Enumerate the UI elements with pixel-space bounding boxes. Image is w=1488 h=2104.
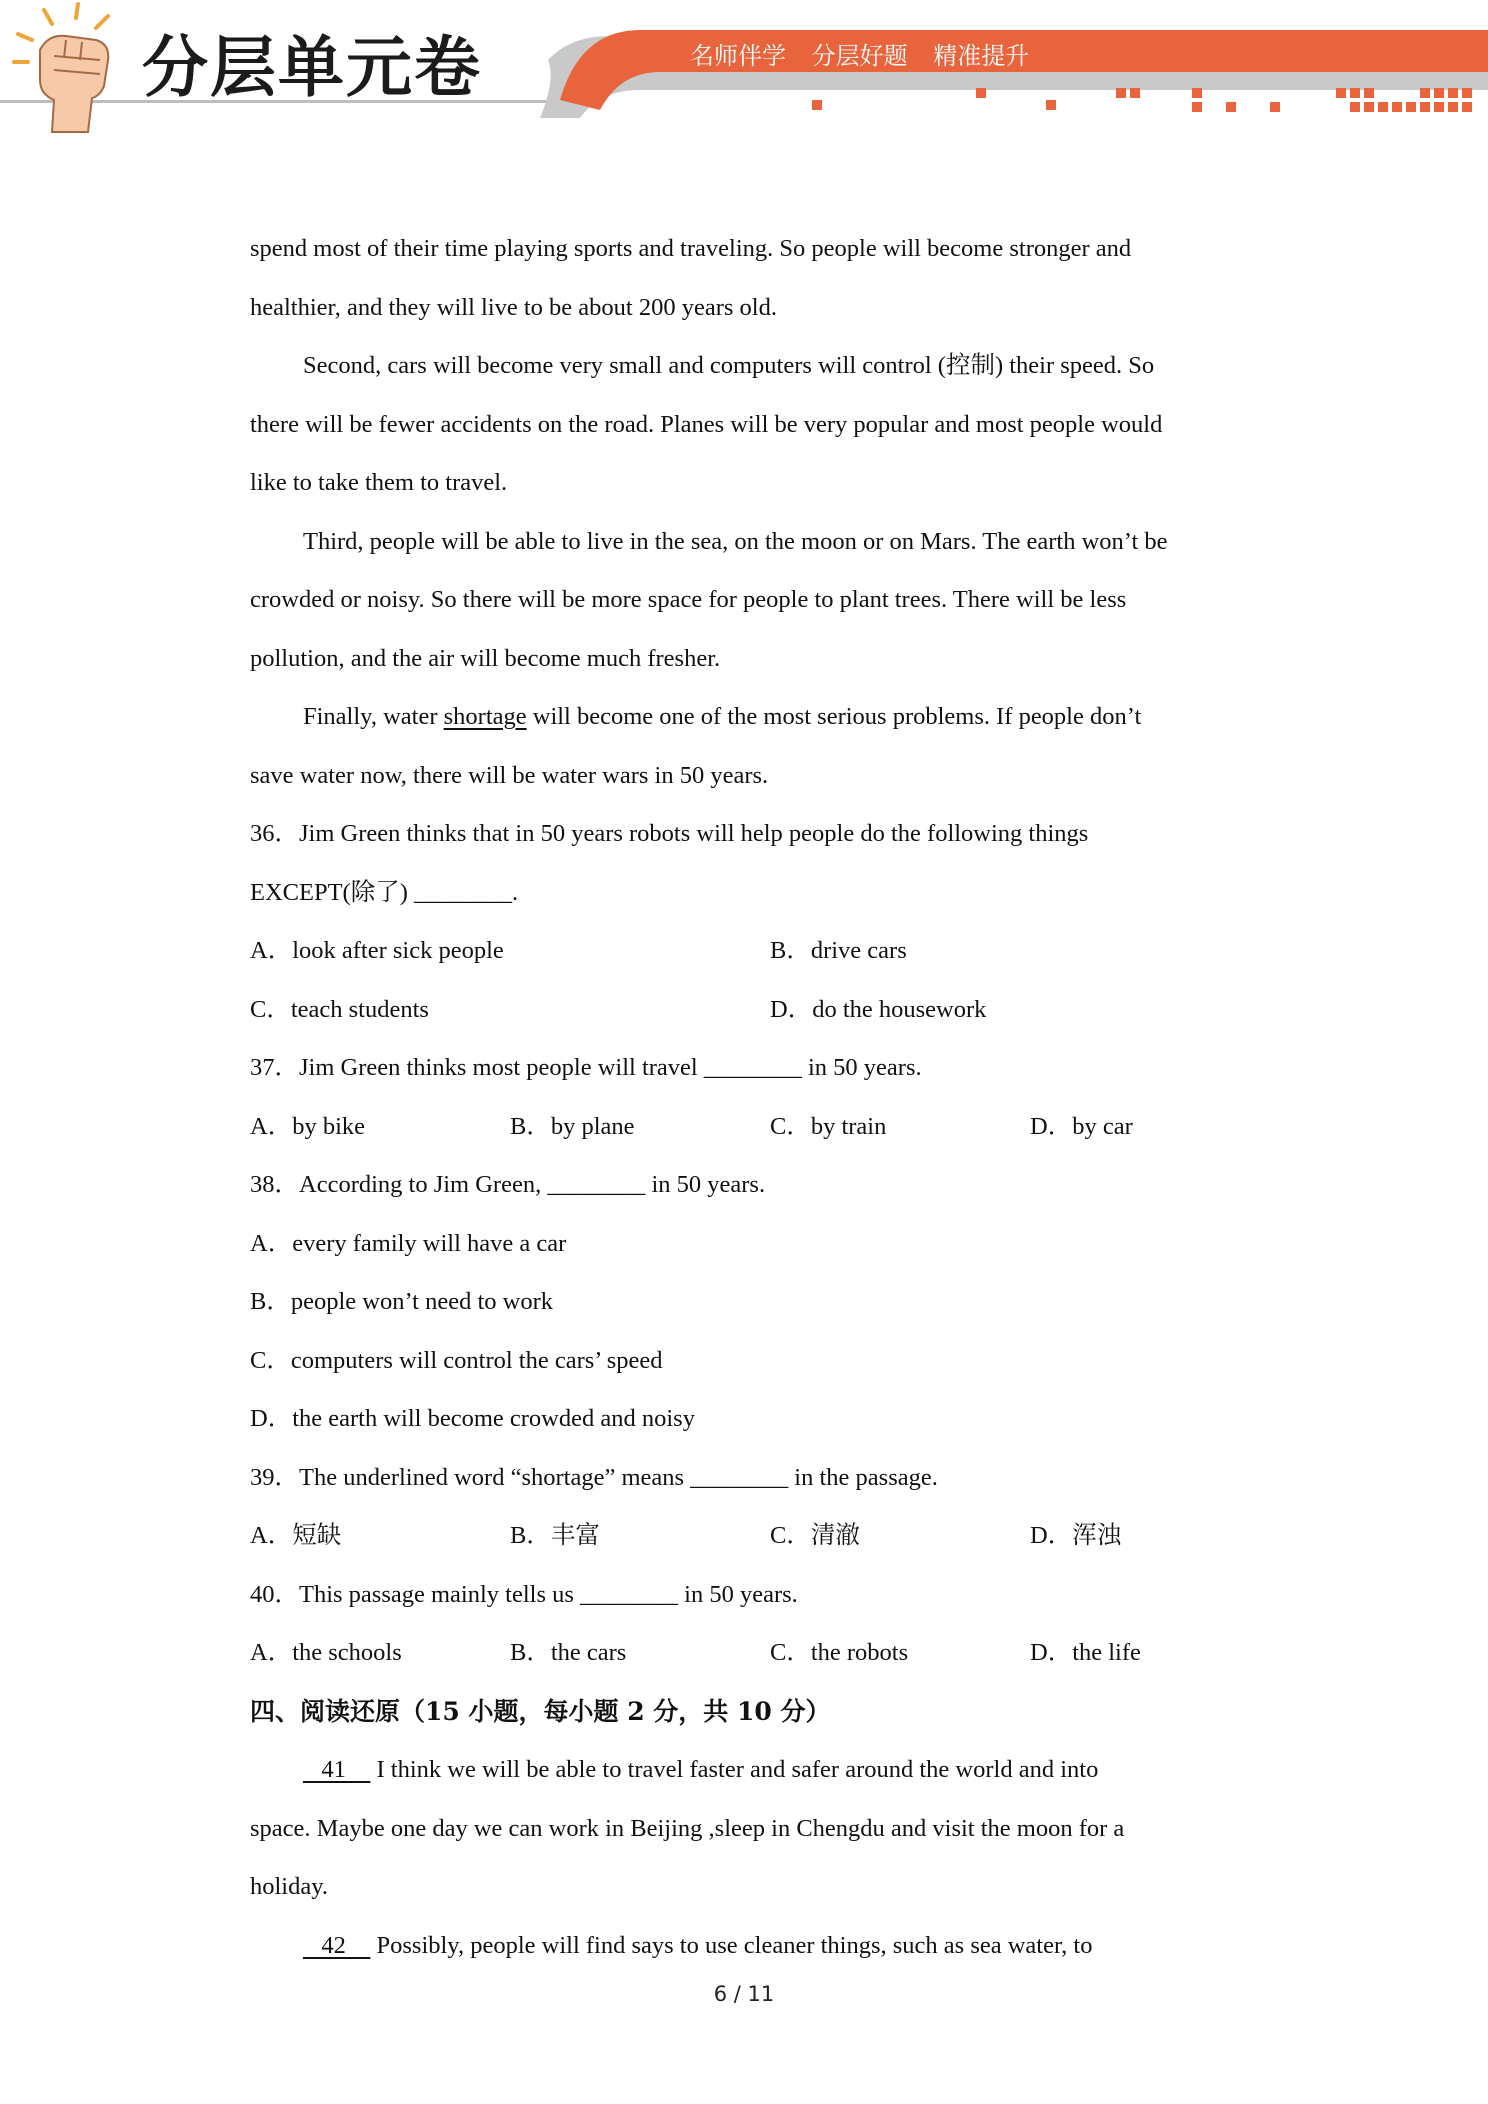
option-b: B．by plane bbox=[510, 1112, 635, 1140]
option-a: A．look after sick people bbox=[250, 937, 504, 964]
option-b: B．the cars bbox=[510, 1639, 627, 1666]
option-d: D．by car bbox=[1030, 1112, 1133, 1140]
question-36-stem: EXCEPT(除了) ________. bbox=[250, 878, 519, 906]
question-38-stem: 38．According to Jim Green, ________ in 50 years. bbox=[250, 1171, 766, 1198]
question-36-options bbox=[250, 922, 1250, 981]
option-a: A．短缺 bbox=[250, 1522, 342, 1549]
passage-line: crowded or noisy. So there will be more space for people to plant trees. There will be less bbox=[250, 586, 1127, 613]
question-40-options bbox=[250, 1624, 1250, 1683]
option-b: B．people won’t need to work bbox=[250, 1288, 554, 1315]
brand-slogan: 名师伴学 分层好题 精准提升 bbox=[690, 42, 1030, 70]
page-content bbox=[250, 220, 1250, 1975]
fist-icon bbox=[14, 4, 108, 132]
option-b: B．drive cars bbox=[770, 937, 907, 964]
blank-42: 42 bbox=[303, 1931, 371, 1959]
passage-line: healthier, and they will live to be about 200 years old. bbox=[250, 293, 777, 321]
option-c: C．teach students bbox=[250, 995, 429, 1023]
paragraph-42-line bbox=[250, 1917, 1250, 1976]
option-c: C．the robots bbox=[770, 1639, 909, 1666]
option-c: C．by train bbox=[770, 1112, 887, 1140]
page-number: 6 / 11 bbox=[713, 1982, 775, 2006]
option-d: D．浑浊 bbox=[1030, 1522, 1122, 1549]
text-segment: I think we will be able to travel faster and safer around the world and into bbox=[370, 1756, 1099, 1783]
question-40-stem: 40．This passage mainly tells us ________ in 50 years. bbox=[250, 1580, 798, 1608]
passage-line: Second, cars will become very small and computers will control (控制) their speed. So bbox=[303, 352, 1155, 379]
question-37-options bbox=[250, 1098, 1250, 1157]
option-a: A．every family will have a car bbox=[250, 1229, 567, 1257]
passage-line: Third, people will be able to live in the sea, on the moon or on Mars. The earth won’t be bbox=[303, 527, 1168, 555]
passage-line: like to take them to travel. bbox=[250, 469, 508, 496]
passage-line: pollution, and the air will become much fresher. bbox=[250, 644, 721, 672]
question-36-stem: 36．Jim Green thinks that in 50 years robots will help people do the following things bbox=[250, 820, 1089, 847]
paragraph-41-line: holiday. bbox=[250, 1873, 329, 1900]
decorative-squares bbox=[812, 88, 1472, 112]
page-header bbox=[0, 0, 1488, 140]
question-36-options bbox=[250, 981, 1250, 1040]
final-paragraph-line: save water now, there will be water wars in 50 years. bbox=[250, 761, 769, 789]
option-a: A．the schools bbox=[250, 1639, 402, 1666]
passage-line: there will be fewer accidents on the road. Planes will be very popular and most people would bbox=[250, 410, 1163, 438]
paragraph-41-line: space. Maybe one day we can work in Beijing ,sleep in Chengdu and visit the moon for a bbox=[250, 1814, 1125, 1842]
question-37-stem: 37．Jim Green thinks most people will travel ________ in 50 years. bbox=[250, 1054, 922, 1081]
option-c: C．computers will control the cars’ speed bbox=[250, 1346, 663, 1374]
option-b: B．丰富 bbox=[510, 1522, 600, 1549]
question-39-options bbox=[250, 1507, 1250, 1566]
text-segment: Finally, water bbox=[303, 703, 444, 730]
paragraph-41-line bbox=[250, 1741, 1250, 1800]
text-segment: will become one of the most serious problems. If people don’t bbox=[526, 703, 1142, 730]
question-39-stem: 39．The underlined word “shortage” means ________ in the passage. bbox=[250, 1463, 938, 1491]
section-title: 四、阅读还原（15 小题，每小题 2 分，共 10 分） bbox=[250, 1696, 831, 1726]
passage-line: spend most of their time playing sports and traveling. So people will become stronger and bbox=[250, 235, 1132, 262]
brand-title: 分层单元卷 bbox=[142, 29, 482, 106]
option-d: D．do the housework bbox=[770, 995, 987, 1023]
option-c: C．清澈 bbox=[770, 1522, 860, 1549]
final-paragraph-line bbox=[250, 688, 1250, 747]
text-segment: Possibly, people will find says to use cleaner things, such as sea water, to bbox=[370, 1931, 1093, 1959]
option-d: D．the earth will become crowded and noisy bbox=[250, 1405, 695, 1432]
option-a: A．by bike bbox=[250, 1112, 365, 1140]
blank-41: 41 bbox=[303, 1756, 371, 1783]
underlined-word: shortage bbox=[443, 703, 527, 730]
option-d: D．the life bbox=[1030, 1639, 1141, 1666]
